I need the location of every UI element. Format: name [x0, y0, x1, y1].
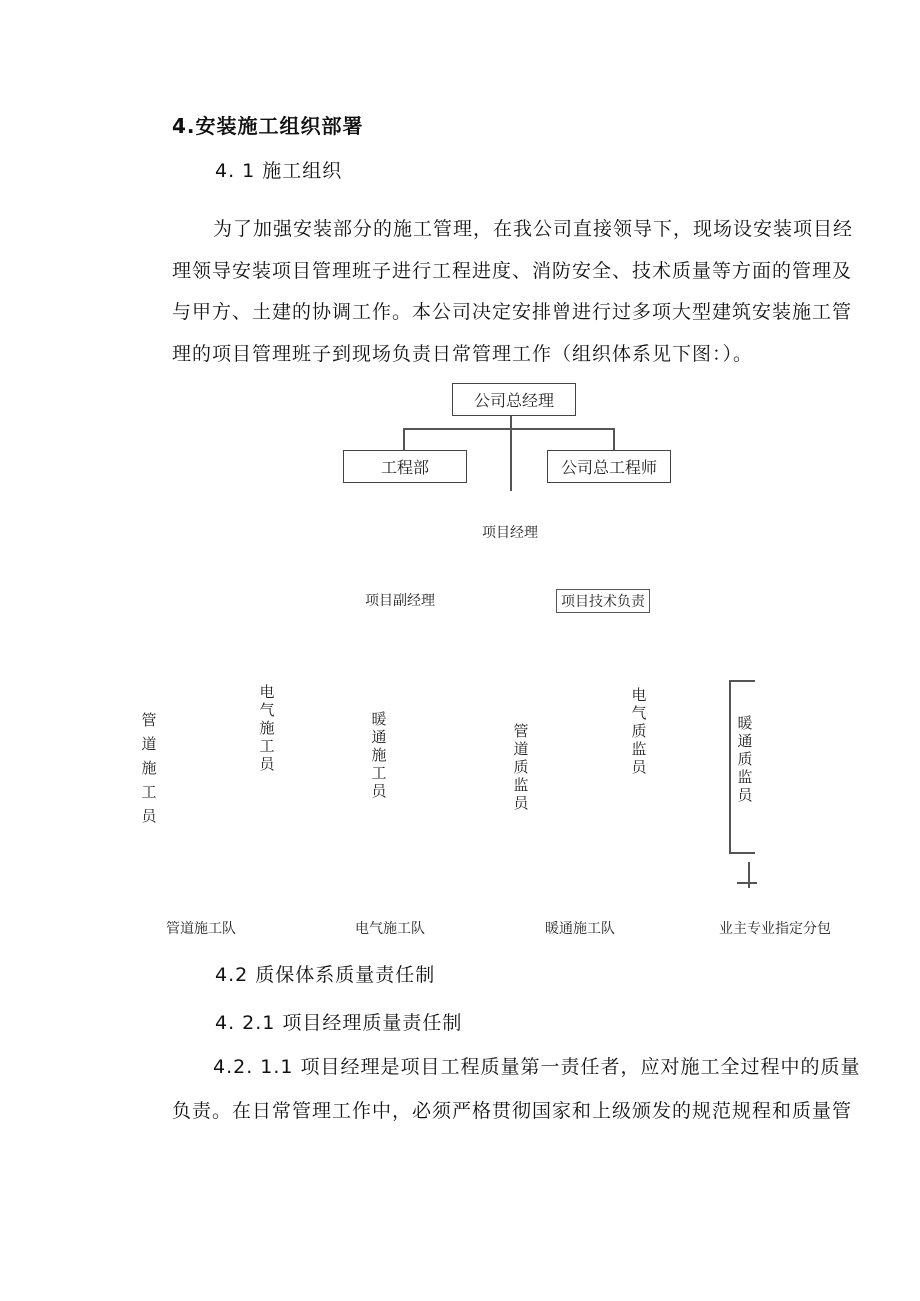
org-role-hvac-inspector: 暖通质监员: [737, 714, 753, 804]
org-bracket-bottom: [729, 852, 755, 854]
org-team-electric: 电气施工队: [355, 921, 425, 937]
subsection-title-4-1: 4. 1 施工组织: [215, 160, 343, 182]
org-box-engineering-dept: 工程部: [343, 450, 467, 483]
org-team-subcontract: 业主专业指定分包: [719, 921, 831, 937]
org-connector-right-drop: [613, 428, 615, 450]
paragraph-line-2: 理领导安装项目管理班子进行工程进度、消防安全、技术质量等方面的管理及: [172, 260, 853, 282]
org-role-electric-inspector: 电气质监员: [631, 686, 647, 776]
paragraph-line-4: 理的项目管理班子到现场负责日常管理工作（组织体系见下图：）。: [172, 343, 754, 365]
org-team-hvac: 暖通施工队: [545, 921, 615, 937]
org-tick-vertical: [748, 862, 750, 888]
org-connector-left-drop: [403, 428, 405, 450]
org-label-project-manager: 项目经理: [482, 525, 538, 541]
org-role-hvac-worker: 暖通施工员: [371, 710, 387, 800]
section-heading: 4.安装施工组织部署: [172, 114, 364, 138]
org-bracket-line: [729, 680, 731, 853]
org-label-deputy-manager: 项目副经理: [365, 593, 435, 609]
paragraph-line-1: 为了加强安装部分的施工管理，在我公司直接领导下，现场设安装项目经: [213, 218, 854, 240]
paragraph2-line-1: 4.2. 1.1 项目经理是项目工程质量第一责任者，应对施工全过程中的质量: [213, 1056, 861, 1078]
org-label-technical-lead: 项目技术负责: [556, 589, 650, 613]
subsection-title-4-2-1: 4. 2.1 项目经理质量责任制: [215, 1012, 463, 1034]
org-team-pipe: 管道施工队: [166, 921, 236, 937]
org-tick-horizontal: [737, 882, 757, 884]
org-box-general-manager: 公司总经理: [452, 383, 576, 416]
org-role-pipe-inspector: 管道质监员: [513, 722, 529, 812]
subsection-title-4-2: 4.2 质保体系质量责任制: [215, 964, 436, 986]
org-role-pipe-worker: 管道施工员: [141, 711, 157, 825]
org-bracket-top: [729, 680, 755, 682]
org-connector-horizontal: [403, 428, 615, 430]
org-role-electric-worker: 电气施工员: [259, 683, 275, 773]
org-box-chief-engineer: 公司总工程师: [547, 450, 671, 483]
paragraph-line-3: 与甲方、土建的协调工作。本公司决定安排曾进行过多项大型建筑安装施工管: [172, 301, 853, 323]
paragraph2-line-2: 负责。在日常管理工作中，必须严格贯彻国家和上级颁发的规范规程和质量管: [172, 1100, 853, 1122]
